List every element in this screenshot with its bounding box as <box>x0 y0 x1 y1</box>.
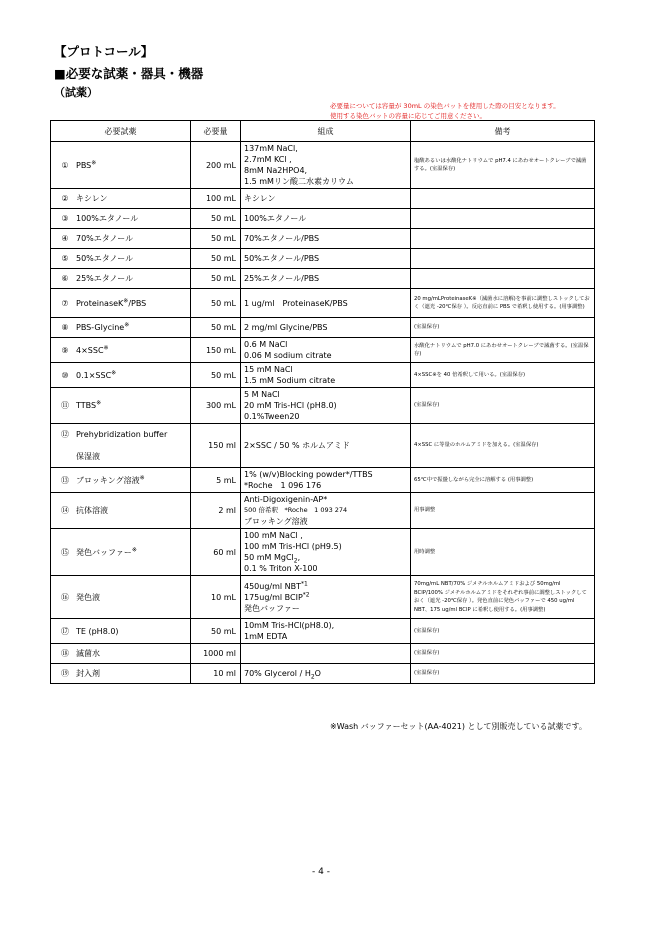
composition-line: 137mM NaCl, <box>244 144 298 153</box>
row-number: ④ <box>61 234 69 243</box>
reagent-name-cell <box>51 142 191 189</box>
reagent-name-cell <box>51 229 191 249</box>
reagent-name-suffix: /PBS <box>128 298 147 308</box>
table-row <box>51 189 595 209</box>
composition-line: キシレン <box>244 194 276 203</box>
composition-line: 15 mM NaCl <box>244 365 293 374</box>
reference-mark: ※ <box>103 343 109 351</box>
table-row <box>51 249 595 269</box>
reagent-name: キシレン <box>76 194 108 203</box>
composition-cell <box>241 363 411 388</box>
row-number: ⑮ <box>61 547 69 557</box>
composition-line: 0.6 M NaCl <box>244 340 288 349</box>
composition-line: ブロッキング溶液 <box>244 517 308 526</box>
row-number: ⑰ <box>61 626 69 636</box>
table-row <box>51 338 595 363</box>
reference-mark: ※ <box>123 296 129 304</box>
amount-cell: 5 mL <box>191 468 241 493</box>
composition-cell <box>241 529 411 576</box>
remarks-cell: 用時調整 <box>411 529 595 576</box>
table-row <box>51 289 595 318</box>
reagent-name-cell <box>51 529 191 576</box>
reagent-name: 25%エタノール <box>76 274 134 283</box>
reagent-name: ProteinaseK <box>76 298 124 308</box>
reagent-name-cell <box>51 318 191 338</box>
composition-cell <box>241 468 411 493</box>
composition-line: 0.1%Tween20 <box>244 412 300 421</box>
remarks-cell <box>411 209 595 229</box>
composition-line: 100 mM Tris-HCl (pH9.5) <box>244 542 342 551</box>
row-number: ⑥ <box>61 274 69 283</box>
amount-cell: 150 ml <box>191 424 241 468</box>
amount-cell: 50 mL <box>191 289 241 318</box>
row-number: ⑭ <box>61 506 69 515</box>
amount-cell: 50 mL <box>191 249 241 269</box>
composition-line: 70% Glycerol / $H_2O$ <box>244 669 321 681</box>
volume-note-line-2: 使用する染色バットの容量に応じてご用意ください。 <box>330 112 486 120</box>
remarks-cell: (室温保存) <box>411 388 595 424</box>
table-row <box>51 229 595 249</box>
table-row <box>51 363 595 388</box>
table-row <box>51 619 595 644</box>
amount-cell: 50 mL <box>191 229 241 249</box>
reagent-name-cell <box>51 493 191 529</box>
reagent-table <box>50 120 595 684</box>
row-number: ⑨ <box>61 345 69 355</box>
composition-line: Anti-Digoxigenin-AP* <box>244 495 328 504</box>
reagent-name: TTBS <box>76 401 97 410</box>
composition-line: 50%エタノール/PBS <box>244 254 320 263</box>
remarks-cell: (室温保存) <box>411 664 595 684</box>
header-amount: 必要量 <box>191 121 241 142</box>
composition-cell <box>241 318 411 338</box>
composition-line: 70%エタノール/PBS <box>244 234 320 243</box>
row-number: ⑤ <box>61 254 69 263</box>
composition-line: 8mM Na2HPO4, <box>244 166 308 175</box>
row-number: ⑱ <box>61 649 69 658</box>
remarks-cell <box>411 229 595 249</box>
header-remarks: 備考 <box>411 121 595 142</box>
reagent-name: PBS <box>76 160 92 170</box>
amount-cell: 60 ml <box>191 529 241 576</box>
composition-line: 1% (w/v)Blocking powder*/TTBS <box>244 470 373 479</box>
reagent-name: 0.1×SSC <box>76 370 112 380</box>
composition-line: 1.5 mMリン酸二水素カリウム <box>244 177 354 186</box>
reagent-name: 50%エタノール <box>76 254 134 263</box>
composition-line: 500 倍希釈 *Roche 1 093 274 <box>244 506 348 514</box>
reagent-name-cell <box>51 424 191 468</box>
reagent-name-cell <box>51 209 191 229</box>
reference-mark: ※ <box>96 399 102 407</box>
reagent-name-alt: 保湿液 <box>76 452 100 461</box>
composition-line: 20 mM Tris-HCl (pH8.0) <box>244 401 337 410</box>
table-row <box>51 318 595 338</box>
composition-cell <box>241 189 411 209</box>
composition-line: 100%エタノール <box>244 214 307 223</box>
remarks-cell: (室温保存) <box>411 644 595 664</box>
footnote: ※Wash バッファーセット(AA-4021) として別販売している試薬です。 <box>330 722 587 731</box>
reagent-name-cell <box>51 576 191 619</box>
reagent-name: 4×SSC <box>76 345 104 355</box>
amount-cell: 1000 ml <box>191 644 241 664</box>
reagent-name: 滅菌水 <box>76 649 100 658</box>
amount-cell: 300 mL <box>191 388 241 424</box>
composition-line: 5 M NaCl <box>244 390 280 399</box>
reagent-name: 発色バッファー <box>76 547 132 557</box>
reagent-name: TE (pH8.0) <box>76 626 119 636</box>
volume-note <box>330 101 560 121</box>
row-number: ⑦ <box>61 298 69 308</box>
reagent-name: Prehybridization buffer <box>76 430 168 439</box>
composition-cell <box>241 644 411 664</box>
row-number: ⑫ <box>61 430 69 439</box>
reagent-name-cell <box>51 644 191 664</box>
row-number: ② <box>61 194 69 203</box>
remarks-cell <box>411 189 595 209</box>
composition-line: *Roche 1 096 176 <box>244 481 322 490</box>
reagent-name: 100%エタノール <box>76 214 139 223</box>
composition-line: 発色バッファー <box>244 603 300 613</box>
amount-cell: 50 mL <box>191 619 241 644</box>
reagent-name: 封入剤 <box>76 669 100 678</box>
reference-mark: ※ <box>124 321 130 329</box>
reagent-name-cell <box>51 269 191 289</box>
row-number: ① <box>61 160 69 170</box>
composition-line: 2 mg/ml Glycine/PBS <box>244 323 328 332</box>
composition-line: 2.7mM KCl , <box>244 155 292 164</box>
reagent-name: PBS-Glycine <box>76 323 125 332</box>
composition-line: 0.06 M sodium citrate <box>244 351 332 360</box>
composition-cell <box>241 424 411 468</box>
reagent-name-cell <box>51 619 191 644</box>
composition-line: 50 mM MgCl$_2$, <box>244 553 301 565</box>
table-row <box>51 269 595 289</box>
reference-mark: ※ <box>91 158 97 166</box>
row-number: ⑯ <box>61 592 69 602</box>
table-row <box>51 576 595 619</box>
reference-mark: ※ <box>111 368 117 376</box>
composition-cell <box>241 619 411 644</box>
table-row <box>51 529 595 576</box>
reference-mark: ※ <box>139 473 145 481</box>
reagent-name: 発色液 <box>76 592 100 602</box>
table-row <box>51 424 595 468</box>
composition-line: 100 mM NaCl , <box>244 531 303 540</box>
reagent-name-cell <box>51 468 191 493</box>
table-row <box>51 142 595 189</box>
subsection-title: （試薬） <box>54 86 98 99</box>
reagent-name-cell <box>51 289 191 318</box>
table-row <box>51 664 595 684</box>
composition-line: 2×SSC / 50 % ホルムアミド <box>244 441 350 450</box>
composition-cell <box>241 493 411 529</box>
table-header-row <box>51 121 595 142</box>
reagent-name-cell <box>51 388 191 424</box>
remarks-cell <box>411 269 595 289</box>
amount-cell: 2 ml <box>191 493 241 529</box>
reagent-name-cell <box>51 338 191 363</box>
reagent-name: ブロッキング溶液 <box>76 475 140 485</box>
remarks-cell: 20 mg/mLProteinaseK※（滅菌水に溶解)を事前に調整しストックしておく（遮光 -20℃保存 ）。反応直前に PBS で希釈し使用する。(用事調整) <box>411 289 595 318</box>
amount-cell: 10 mL <box>191 576 241 619</box>
section-title: ■必要な試薬・器具・機器 <box>54 66 204 81</box>
composition-line: 175ug/ml BCIP$^{*2}$ <box>244 590 310 602</box>
remarks-cell: (室温保存) <box>411 619 595 644</box>
composition-cell <box>241 142 411 189</box>
composition-line: 1 ug/ml ProteinaseK/PBS <box>244 298 348 308</box>
composition-line: 1mM EDTA <box>244 632 288 641</box>
row-number: ⑲ <box>61 669 69 678</box>
amount-cell: 200 mL <box>191 142 241 189</box>
row-number: ⑩ <box>61 370 69 380</box>
reagent-name-cell <box>51 363 191 388</box>
header-composition: 組成 <box>241 121 411 142</box>
composition-cell <box>241 229 411 249</box>
amount-cell: 50 mL <box>191 318 241 338</box>
page-number: - 4 - <box>312 867 330 877</box>
remarks-cell: 65℃中で振盪しながら完全に溶解する (用事調整) <box>411 468 595 493</box>
amount-cell: 10 ml <box>191 664 241 684</box>
table-row <box>51 644 595 664</box>
table-row <box>51 388 595 424</box>
composition-line: 25%エタノール/PBS <box>244 274 320 283</box>
reagent-name-cell <box>51 664 191 684</box>
amount-cell: 50 mL <box>191 269 241 289</box>
reagent-name-cell <box>51 189 191 209</box>
composition-cell <box>241 289 411 318</box>
composition-cell <box>241 388 411 424</box>
reference-mark: ※ <box>131 545 137 553</box>
row-number: ⑬ <box>61 475 69 485</box>
row-number: ⑪ <box>61 401 69 410</box>
amount-cell: 50 mL <box>191 363 241 388</box>
remarks-cell: 水酸化ナトリウムで pH7.0 にあわせオートクレーブで滅菌する。(室温保存) <box>411 338 595 363</box>
composition-line: 10mM Tris-HCl(pH8.0), <box>244 621 335 630</box>
reagent-name-cell <box>51 249 191 269</box>
remarks-cell: 70mg/mL NBT/70% ジメチルホルムアミドおよび 50mg/ml BCIP/100% ジメチルホルムアミドをそれぞれ事前に調整しストックしておく（遮光 -20℃保存 ）。発色直前に発色バッファーで 450 ug/ml NBT、175 ug/ml BCIP に希釈し使用する。(用事調整) <box>411 576 595 619</box>
amount-cell: 100 mL <box>191 189 241 209</box>
remarks-cell: 4×SSC※を 40 倍希釈して用いる。(室温保存) <box>411 363 595 388</box>
volume-note-line-1: 必要量については容量が 30mL の染色バットを使用した際の目安となります。 <box>330 102 560 110</box>
composition-line: 450ug/ml NBT$^{*1}$ <box>244 579 308 591</box>
amount-cell: 50 mL <box>191 209 241 229</box>
table-row <box>51 468 595 493</box>
remarks-cell <box>411 249 595 269</box>
remarks-cell: 塩酸あるいは水酸化ナトリウムで pH7.4 にあわせオートクレーブで滅菌する。(室温保存) <box>411 142 595 189</box>
table-row <box>51 493 595 529</box>
remarks-cell: 4×SSC に等量のホルムアミドを加える。(室温保存) <box>411 424 595 468</box>
composition-line: 1.5 mM Sodium citrate <box>244 376 336 385</box>
row-number: ③ <box>61 214 69 223</box>
header-reagent: 必要試薬 <box>51 121 191 142</box>
protocol-heading: 【プロトコール】 <box>54 44 154 59</box>
reagent-name: 70%エタノール <box>76 234 134 243</box>
composition-cell <box>241 209 411 229</box>
row-number: ⑧ <box>61 323 69 332</box>
composition-cell <box>241 269 411 289</box>
composition-cell <box>241 249 411 269</box>
amount-cell: 150 mL <box>191 338 241 363</box>
reagent-name: 抗体溶液 <box>76 506 108 515</box>
composition-line: 0.1 % Triton X-100 <box>244 564 318 573</box>
table-row <box>51 209 595 229</box>
remarks-cell: 用事調整 <box>411 493 595 529</box>
remarks-cell: (室温保存) <box>411 318 595 338</box>
composition-cell <box>241 664 411 684</box>
composition-cell <box>241 338 411 363</box>
composition-cell <box>241 576 411 619</box>
